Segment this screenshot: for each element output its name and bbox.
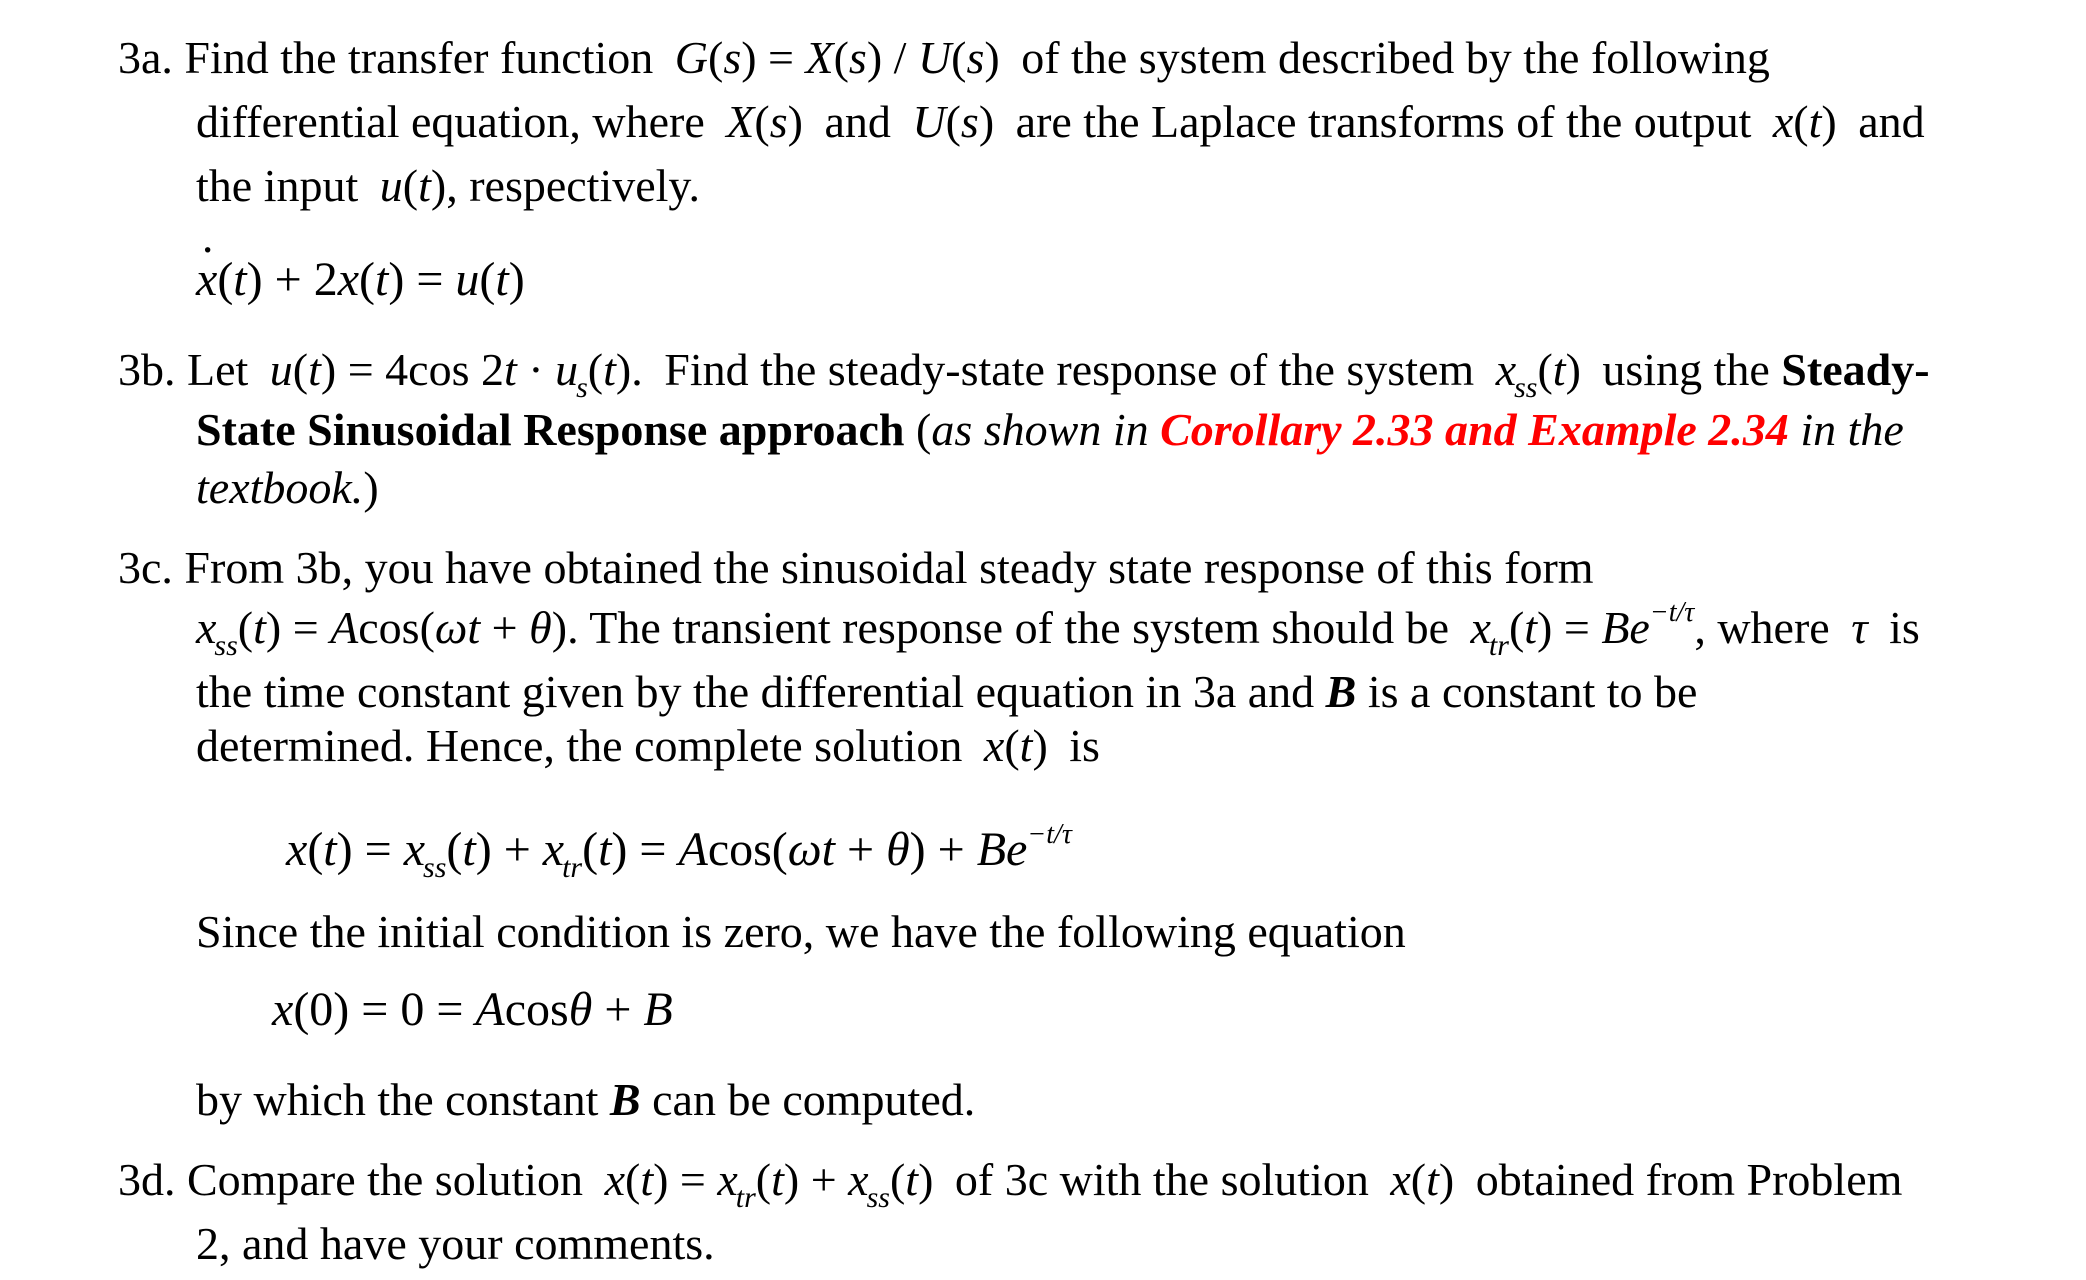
problem-3b-line-2: State Sinusoidal Response approach (as shown in Corollary 2.33 and Example 2.34 in the xyxy=(196,404,1904,455)
problem-3c-line-2: $x_{ss}(t) = Acos(\omega t + \theta)$. The transient response of the system should be $x_{tr}(t) = Be^{-t/\tau}$, where τ is xyxy=(196,597,1920,662)
problem-3d-line-2: 2, and have your comments. xyxy=(196,1218,715,1269)
textbook-reference: Corollary 2.33 and Example 2.34 xyxy=(1160,404,1789,455)
problem-3c-line-4: determined. Hence, the complete solution x(t) is xyxy=(196,720,1100,771)
problem-3c-line-6: by which the constant B can be computed. xyxy=(196,1074,976,1125)
problem-3a-label: 3a. xyxy=(118,32,173,83)
problem-3b-line-3: textbook.) xyxy=(196,462,379,513)
problem-3d-line-1: 3d. Compare the solution $x(t) = x_{tr}(t) + x_{ss}(t)$ of 3c with the solution x(t) obtained from Problem xyxy=(118,1154,1903,1214)
problem-3a-line-1: 3a. Find the transfer function G(s) = X(s) / U(s) of the system described by the following xyxy=(118,32,1770,83)
transfer-function-formula: G xyxy=(674,32,708,83)
problem-3a-line-2: differential equation, where X(s) and U(s) are the Laplace transforms of the output x(t) and xyxy=(196,96,1925,147)
problem-3c-line-1: 3c. From 3b, you have obtained the sinusoidal steady state response of this form xyxy=(118,542,1594,593)
problem-3c-line-5: Since the initial condition is zero, we have the following equation xyxy=(196,906,1406,957)
problem-3d-label: 3d. xyxy=(118,1154,176,1205)
problem-3b-line-1: 3b. Let u(t) = 4cos $2t \cdot u_s(t)$. Find the steady-state response of the system $x_{ss}(t)$ using the Steady- xyxy=(118,344,1930,404)
problem-3c-line-3: the time constant given by the differential equation in 3a and B is a constant to be xyxy=(196,666,1698,717)
initial-condition-equation: x(0) = 0 = Acosθ + B xyxy=(272,983,673,1036)
problem-3b-label: 3b. xyxy=(118,344,176,395)
problem-3a-line-3: the input u(t), respectively. xyxy=(196,160,700,211)
problem-3c-label: 3c. xyxy=(118,542,173,593)
differential-equation: · x(t) + 2x(t) = u(t) xyxy=(196,248,525,312)
complete-solution-equation: $x(t) = x_{ss}(t) + x_{tr}(t) = Acos(\omega t + \theta) + Be^{-t/\tau}$ xyxy=(286,819,1072,884)
